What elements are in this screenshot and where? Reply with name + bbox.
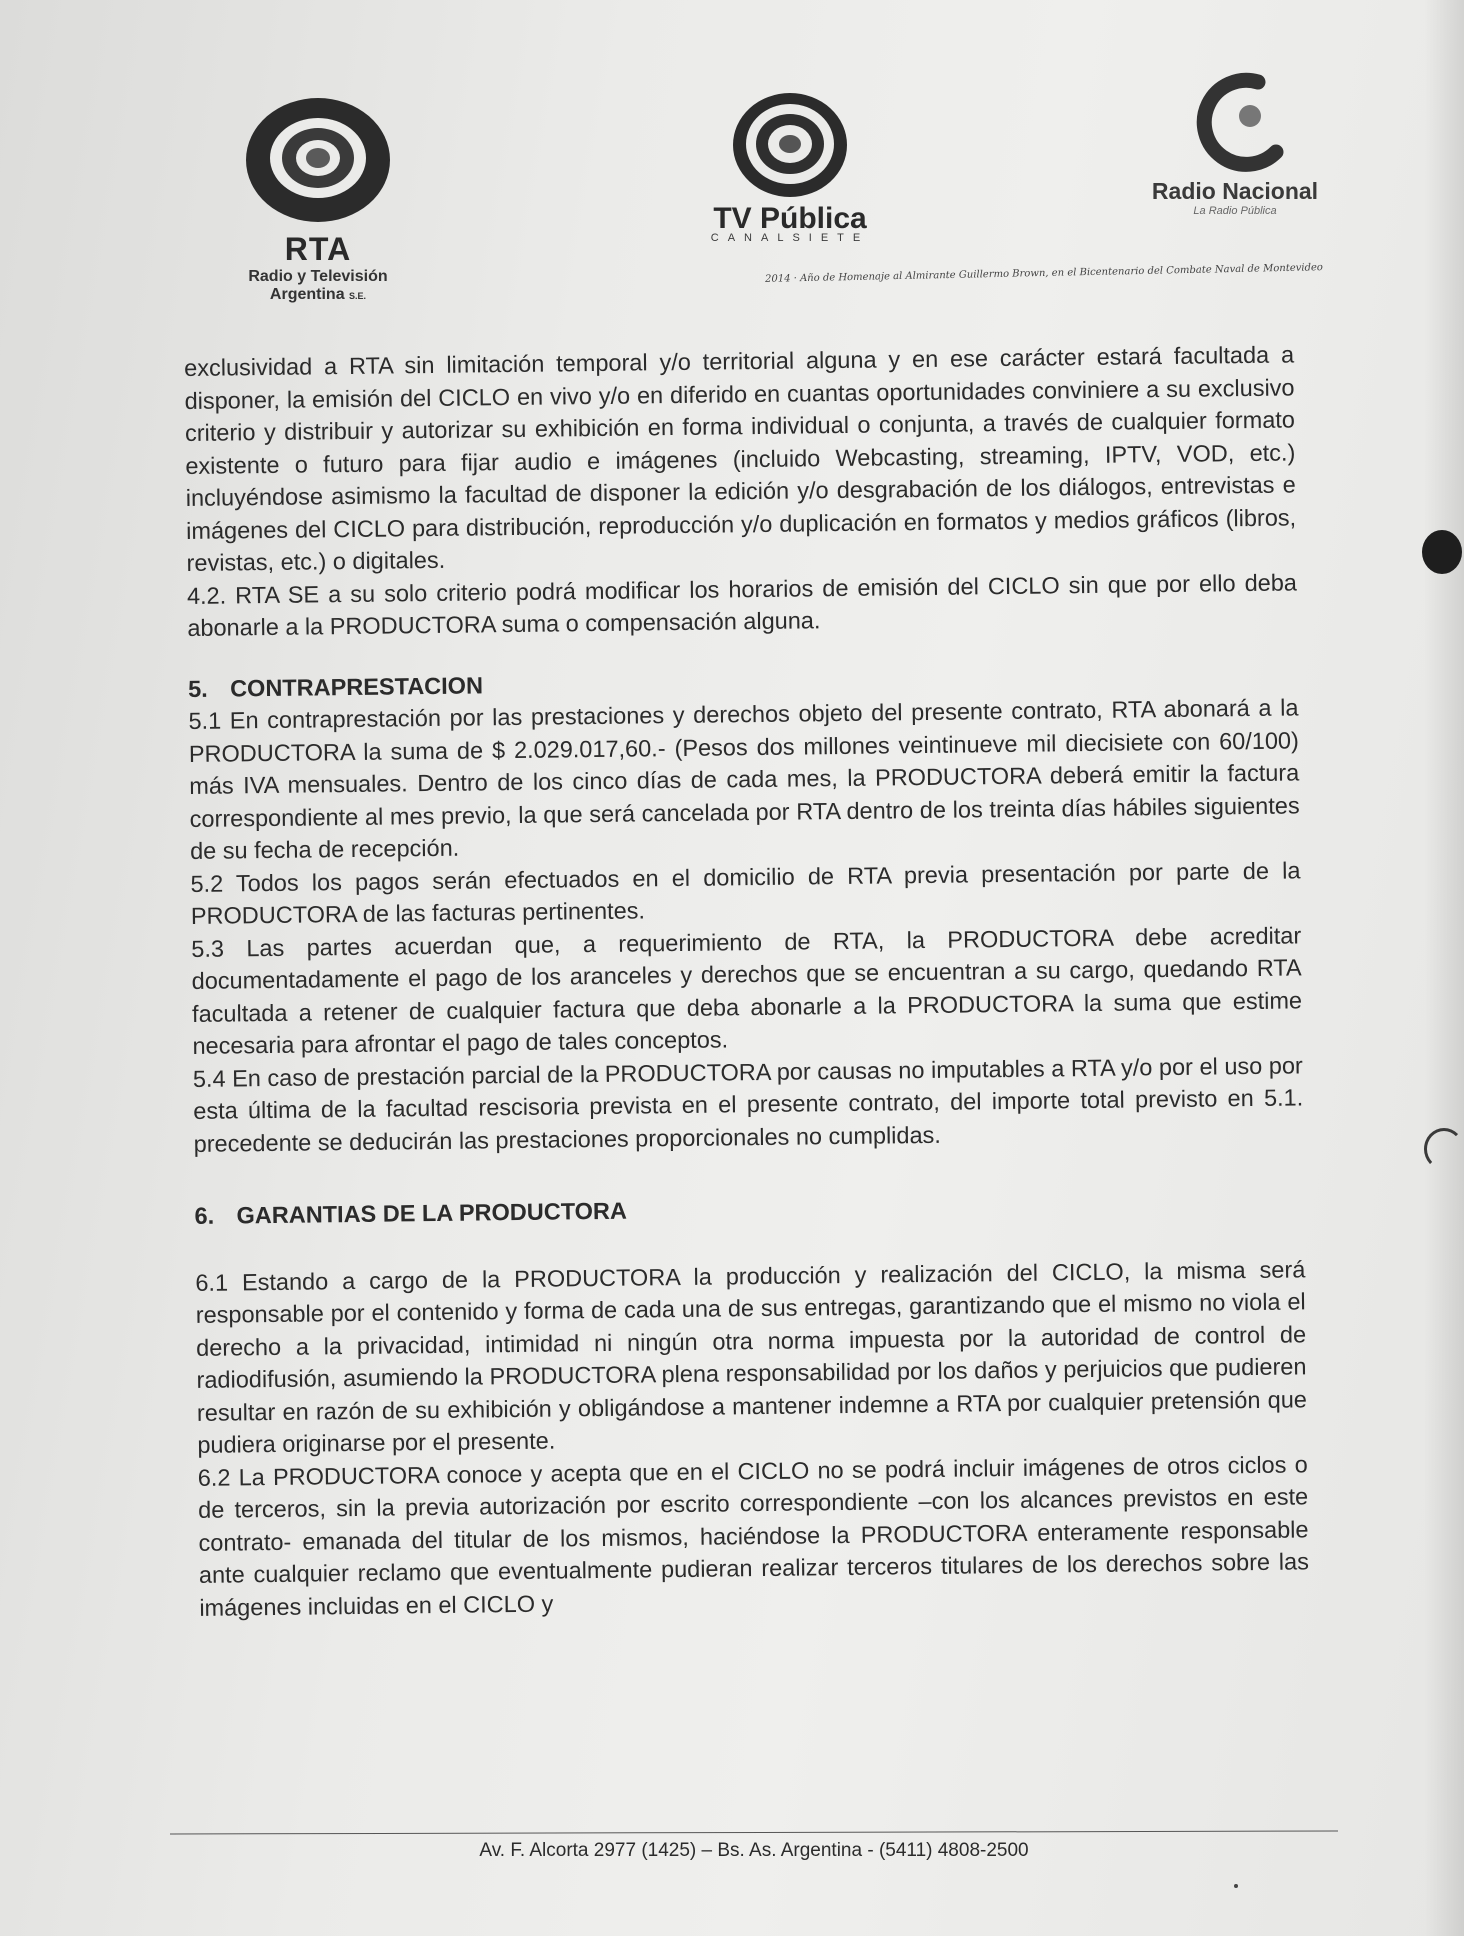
radionacional-logo — [1120, 72, 1350, 217]
footer-address: Av. F. Alcorta 2977 (1425) – Bs. As. Argentina - (5411) 4808-2500 — [479, 1840, 1029, 1861]
rta-subtitle — [228, 268, 408, 305]
tvpublica-subtitle: CANALSIETE — [710, 232, 870, 244]
radionacional-name: Radio Nacional — [1151, 178, 1319, 204]
paragraph-5-3: 5.3 Las partes acuerdan que, a requerimiento de RTA, la PRODUCTORA debe acreditar documentadamente el pago de los aranceles y derechos que se encuentran a su cargo, quedando RTA facultada a retener de cualquier factura que deba abonarle a la PRODUCTORA la suma que estime necesaria para afrontar el pago de tales conceptos. — [191, 921, 1303, 1059]
rta-logo — [228, 95, 408, 305]
tvpublica-logo — [690, 90, 890, 244]
section-5-title: CONTRAPRESTACION — [229, 671, 484, 701]
official-year-legend: 2014 · Año de Homenaje al Almirante Guillermo Brown, en el Bicentenario del Combate Naval de Montevideo — [764, 262, 1324, 285]
tvpublica-logo-icon — [730, 90, 850, 200]
radionacional-subtitle: La Radio Pública — [1193, 205, 1277, 217]
tvpublica-name: TV Pública — [713, 202, 867, 235]
paragraph-6-1: 6.1 Estando a cargo de la PRODUCTORA la producción y realización del CICLO, la misma será responsable por el contenido y forma de cada una de sus entregas, garantizando que el mismo no viola el derecho a la privacidad, intimidad ni ningún otra norma impuesta por la autoridad de control de radiodifusión, asumiendo la PRODUCTORA plena responsabilidad por los daños y perjuicios que pudieren resultar en razón de su exhibición y obligándose a mantener indemne a RTA por cualquier pretensión que pudiera originarse por el presente. — [195, 1255, 1308, 1458]
page-edge-shadow — [1424, 0, 1464, 1936]
paragraph-5-4: 5.4 En caso de prestación parcial de la PRODUCTORA por causas no imputables a RTA y/o por el uso por esta última de la facultad rescisoria prevista en el presente contrato, del importe total previsto en 5.1. precedente se deducirán las prestaciones proporcionales no cumplidas. — [192, 1051, 1304, 1157]
paragraph-5-2: 5.2 Todos los pagos serán efectuados en el domicilio de RTA previa presentación por parte de la PRODUCTORA de las facturas pertinentes. — [190, 856, 1301, 929]
punch-hole — [1422, 530, 1462, 574]
footer-divider — [170, 1830, 1338, 1834]
paragraph-6-2: 6.2 La PRODUCTORA conoce y acepta que en el CICLO no se podrá incluir imágenes de otros ciclos o de terceros, sin la previa autorización por escrito correspondiente –con los alcances previstos en este contrato- emanada del titular de los mismos, haciéndose la PRODUCTORA enteramente responsable ante cualquier reclamo que eventualmente pudieran realizar terceros titulares de los derechos sobre las imágenes incluidas en el CICLO y — [197, 1450, 1310, 1621]
section-6-title: GARANTIAS DE LA PRODUCTORA — [236, 1197, 628, 1229]
rta-subtitle-line2: Argentina — [269, 286, 345, 303]
paragraph-5-1: 5.1 En contraprestación por las prestaciones y derechos objeto del presente contrato, RTA abonará a la PRODUCTORA la suma de $ 2.029.017,60.- (Pesos dos millones veintinueve mil diecisiete con 60/100) más IVA mensuales. Dentro de los cinco días de cada mes, la PRODUCTORA deberá emitir la factura correspondiente al mes previo, la que será cancelada por RTA dentro de los treinta días hábiles siguientes de su fecha de recepción. — [188, 694, 1300, 864]
rta-suffix: S.E. — [349, 291, 367, 301]
section-5-number: 5. — [187, 675, 208, 702]
paragraph-intro: exclusividad a RTA sin limitación temporal y/o territorial alguna y en ese carácter estará facultada a disponer, la emisión del CICLO en vivo y/o en diferido en cuantas oportunidades conviniere a su exclusivo criterio y distribuir y autorizar su exhibición en forma individual o conjunta, a través de cualquier formato existente o futuro para fijar audio e imágenes (incluido Webcasting, streaming, IPTV, VOD, etc.) incluyéndose asimismo la facultad de disponer la edición y/o desgrabación de los diálogos, entrevistas e imágenes del CICLO para distribución, reproducción y/o duplicación en formatos y medios gráficos (libros, revistas, etc.) o digitales. — [184, 341, 1297, 576]
section-6-number: 6. — [194, 1202, 215, 1229]
paragraph-4-2: 4.2. RTA SE a su solo criterio podrá modificar los horarios de emisión del CICLO sin que por ello deba abonarle a la PRODUCTORA suma o compensación alguna. — [186, 568, 1298, 641]
speck — [1234, 1884, 1238, 1888]
rta-logo-icon — [243, 95, 393, 225]
rta-subtitle-line1: Radio y Televisión — [248, 268, 388, 285]
radionacional-logo-icon — [1180, 72, 1290, 172]
rta-name: RTA — [284, 231, 352, 267]
punch-hole — [1424, 1128, 1464, 1170]
contract-body — [184, 338, 1309, 1623]
